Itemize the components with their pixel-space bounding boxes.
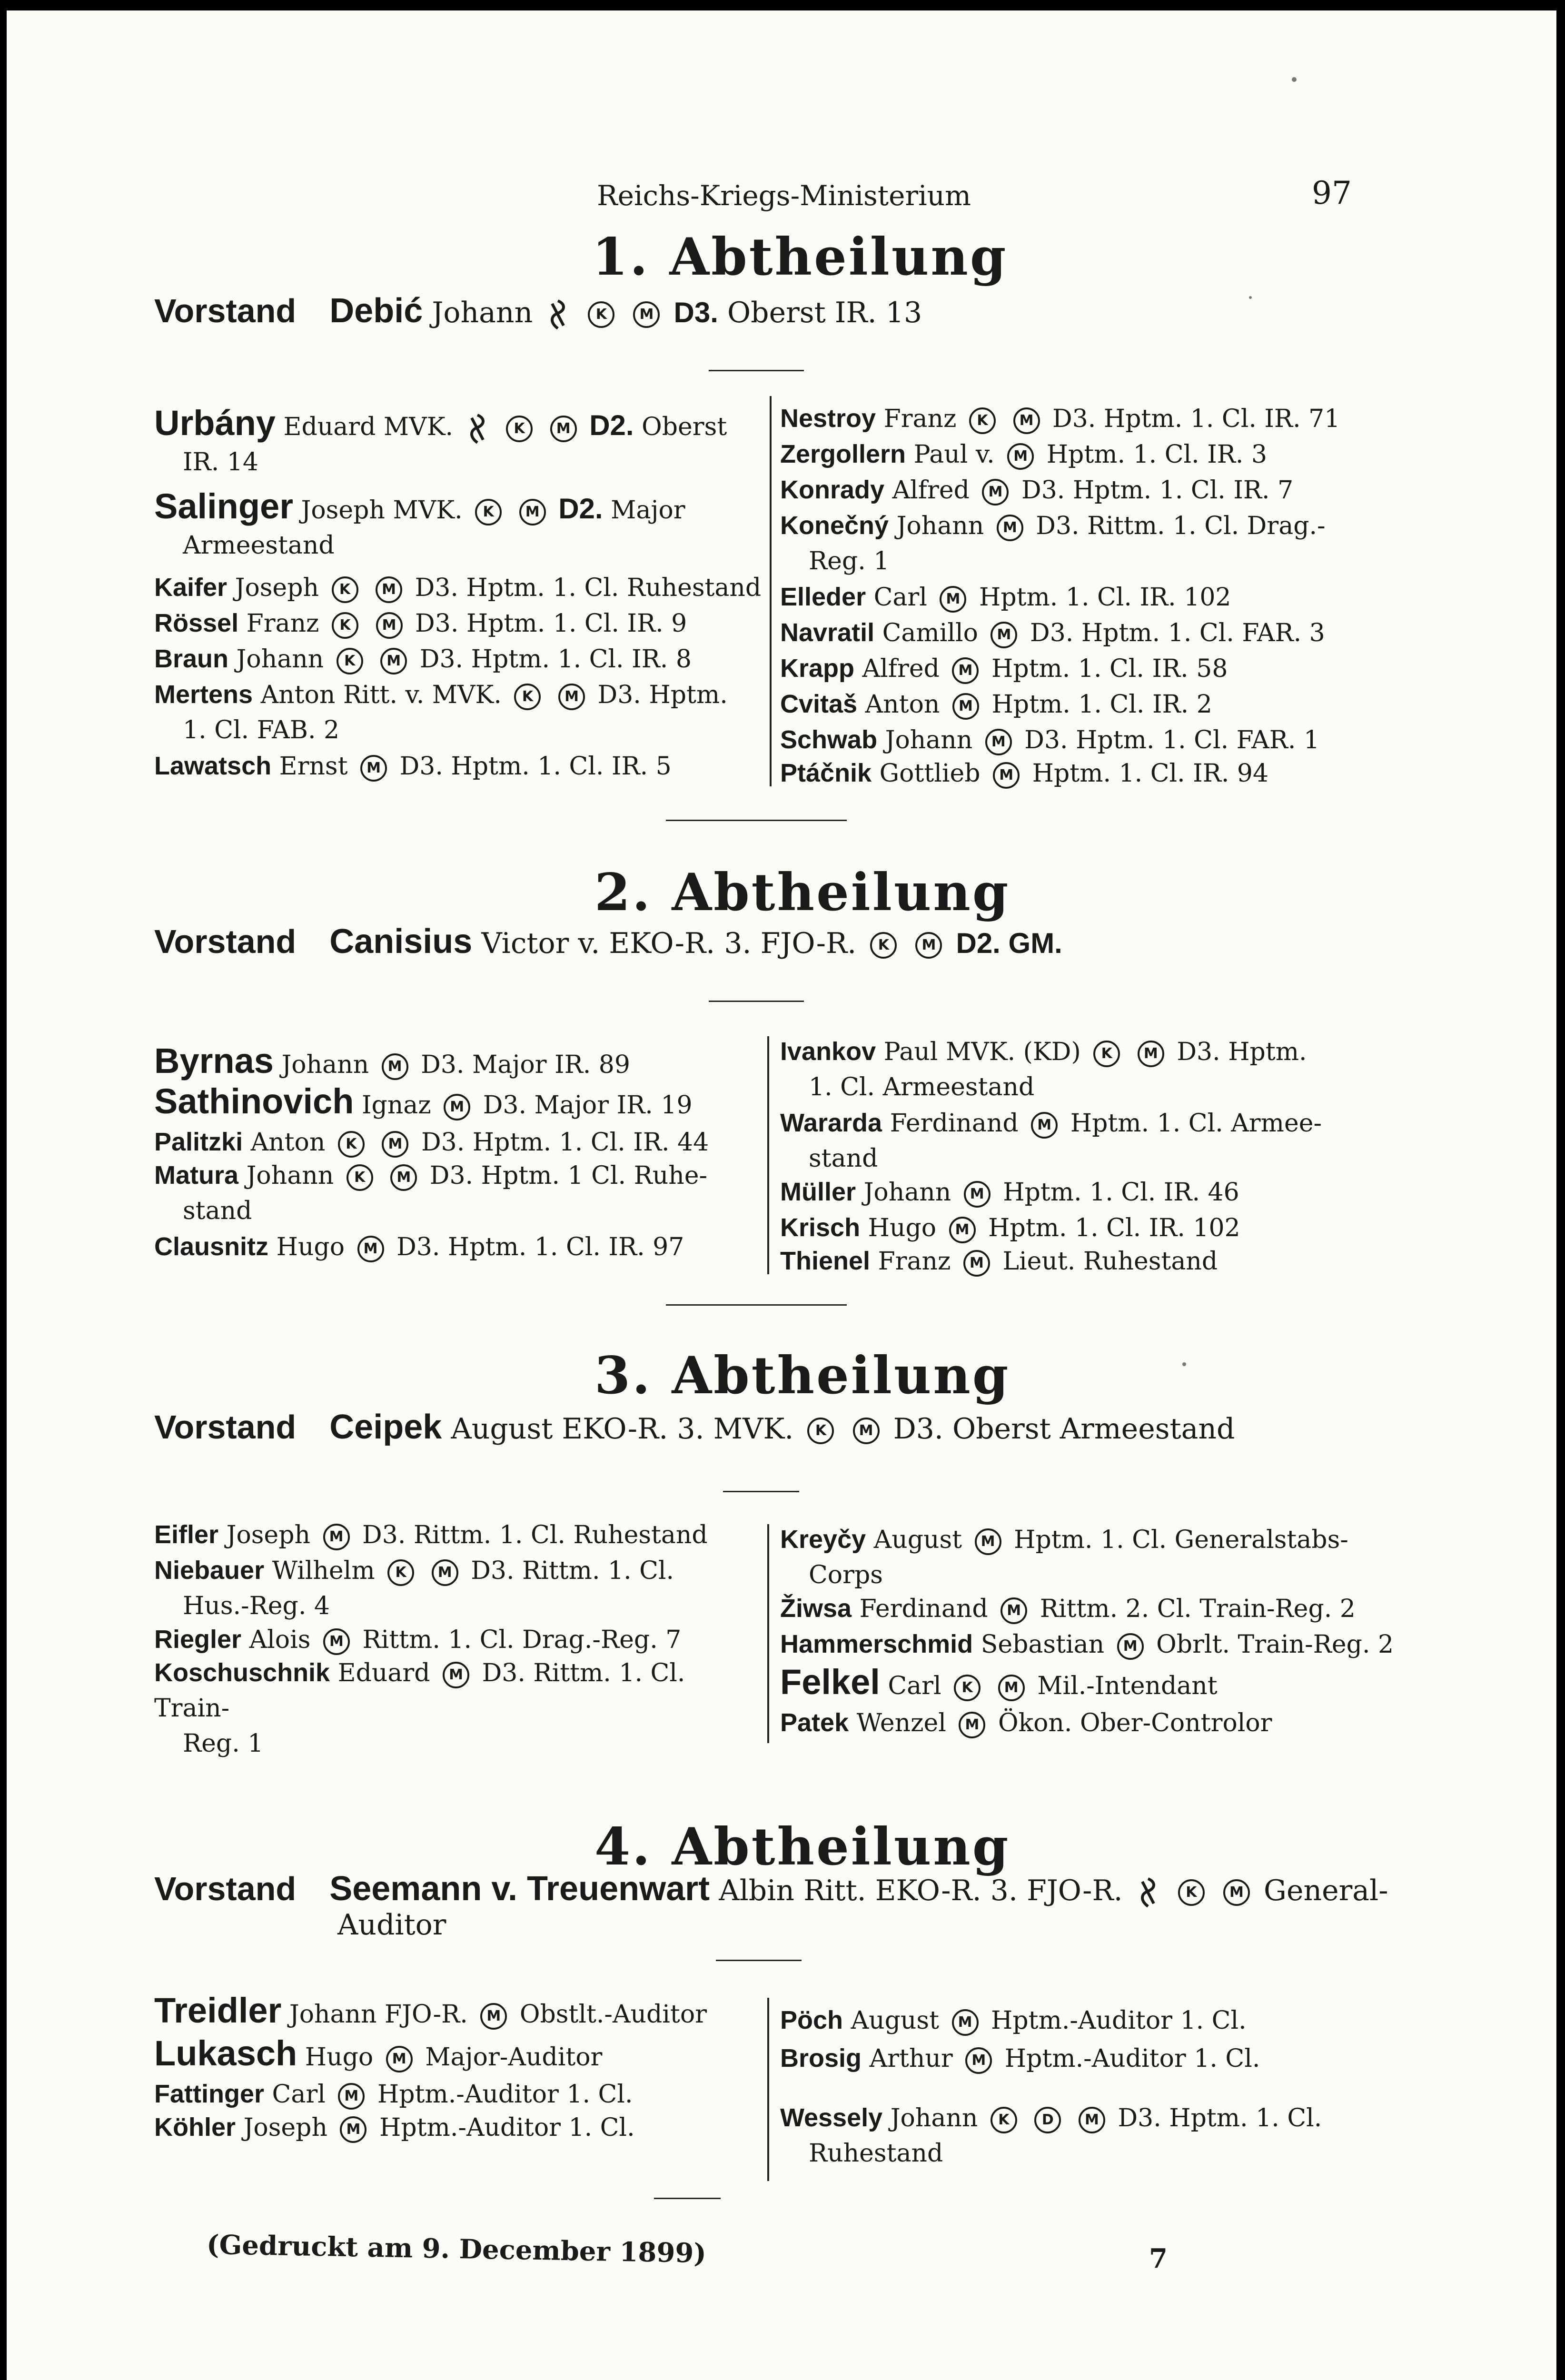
m-circle-icon: M [1117, 1633, 1144, 1660]
vorstand-label: Vorstand [154, 1408, 297, 1446]
m-circle-icon: M [1000, 1597, 1027, 1624]
short-rule [709, 1001, 804, 1002]
decoration-icon [466, 413, 489, 445]
k-circle-icon: K [1093, 1041, 1120, 1067]
list-item: Müller Johann M Hptm. 1. Cl. IR. 46 [780, 1178, 1239, 1207]
list-item: Krapp Alfred M Hptm. 1. Cl. IR. 58 [780, 654, 1228, 683]
m-circle-icon: M [382, 1053, 408, 1080]
m-circle-icon: M [340, 2116, 366, 2143]
list-item: Palitzki Anton K M D3. Hptm. 1. Cl. IR. 44 [154, 1128, 709, 1157]
m-circle-icon: M [338, 2083, 365, 2110]
m-circle-icon: M [853, 1418, 880, 1444]
list-item: Lukasch Hugo M Major-Auditor [154, 2033, 603, 2073]
list-item: Ivankov Paul MVK. (KD) K M D3. Hptm. 1. Cl. Armeestand [780, 1037, 1307, 1101]
section-head [154, 922, 1062, 961]
m-circle-icon: M [376, 576, 402, 603]
list-item: Kaifer Joseph K M D3. Hptm. 1. Cl. Ruhestand [154, 573, 762, 602]
decoration-icon [1137, 1877, 1159, 1908]
list-item: Fattinger Carl M Hptm.-Auditor 1. Cl. [154, 2080, 633, 2109]
list-item: Navratil Camillo M D3. Hptm. 1. Cl. FAR. 3 [780, 618, 1325, 647]
m-circle-icon: M [982, 479, 1009, 506]
head-first-name: August EKO-R. 3. MVK. [451, 1412, 794, 1446]
m-circle-icon: M [1223, 1879, 1250, 1906]
head-rank: D3. [674, 297, 718, 328]
list-item: Felkel Carl K M Mil.-Intendant [780, 1662, 1218, 1702]
scan-speck [1182, 1362, 1186, 1366]
k-circle-icon: K [475, 499, 502, 526]
list-item: Niebauer Wilhelm K M D3. Rittm. 1. Cl. Hus.-Reg. 4 [154, 1556, 674, 1620]
m-circle-icon: M [991, 622, 1017, 648]
vorstand-label: Vorstand [154, 1870, 297, 1907]
m-circle-icon: M [952, 693, 979, 720]
k-circle-icon: K [514, 684, 541, 710]
k-circle-icon: K [337, 648, 363, 674]
list-item: Schwab Johann M D3. Hptm. 1. Cl. FAR. 1 [780, 725, 1320, 754]
list-item: Thienel Franz M Lieut. Ruhestand [780, 1247, 1218, 1276]
m-circle-icon: M [997, 515, 1023, 541]
column-divider [767, 1998, 769, 2181]
head-first-name: Victor v. EKO-R. 3. FJO-R. [481, 927, 857, 960]
column-divider [767, 1524, 769, 1743]
k-circle-icon: K [588, 301, 614, 328]
short-rule [654, 2198, 721, 2199]
page-number: 97 [1312, 175, 1352, 211]
section-head [154, 1869, 1416, 1942]
column-divider [770, 396, 772, 786]
list-item: Rössel Franz K M D3. Hptm. 1. Cl. IR. 9 [154, 609, 687, 638]
head-rank: D2. GM. [956, 927, 1062, 959]
list-item: Wararda Ferdinand M Hptm. 1. Cl. Armee- stand [780, 1109, 1322, 1173]
k-circle-icon: K [332, 576, 358, 603]
head-name: Canisius [329, 922, 473, 961]
k-circle-icon: K [332, 612, 358, 639]
list-item: Clausnitz Hugo M D3. Hptm. 1. Cl. IR. 97 [154, 1232, 684, 1261]
running-header: Reichs-Kriegs-Ministerium [597, 179, 971, 212]
k-circle-icon: K [347, 1164, 373, 1191]
k-circle-icon: K [338, 1131, 365, 1158]
m-circle-icon: M [323, 1628, 350, 1655]
head-rank: Oberst IR. 13 [727, 296, 922, 329]
list-item: Byrnas Johann M D3. Major IR. 89 [154, 1041, 630, 1081]
list-item: Krisch Hugo M Hptm. 1. Cl. IR. 102 [780, 1213, 1240, 1242]
list-item: Eifler Joseph M D3. Rittm. 1. Cl. Ruhestand [154, 1520, 708, 1549]
m-circle-icon: M [915, 932, 942, 959]
k-circle-icon: K [387, 1559, 414, 1586]
sheet-number: 7 [1149, 2243, 1168, 2274]
list-item: Köhler Joseph M Hptm.-Auditor 1. Cl. [154, 2113, 635, 2142]
list-item: Kreyčy August M Hptm. 1. Cl. Generalstabs- Corps [780, 1525, 1348, 1589]
head-first-name: Johann [432, 296, 533, 329]
list-item: Wessely Johann K D M D3. Hptm. 1. Cl. Ruhestand [780, 2103, 1322, 2168]
m-circle-icon: M [940, 586, 966, 613]
section-rule [666, 820, 847, 821]
short-rule [723, 1491, 799, 1492]
m-circle-icon: M [380, 648, 407, 674]
m-circle-icon: M [949, 1217, 976, 1243]
m-circle-icon: M [357, 1236, 384, 1262]
head-first-name: Albin Ritt. EKO-R. 3. FJO-R. [719, 1874, 1123, 1907]
k-circle-icon: K [1178, 1879, 1205, 1906]
section-rule [666, 1304, 847, 1306]
list-item: Konrady Alfred M D3. Hptm. 1. Cl. IR. 7 [780, 476, 1294, 505]
m-circle-icon: M [975, 1528, 1001, 1555]
m-circle-icon: M [443, 1662, 469, 1688]
column-divider [767, 1036, 769, 1274]
list-item: Ptáčnik Gottlieb M Hptm. 1. Cl. IR. 94 [780, 759, 1269, 788]
m-circle-icon: M [376, 612, 403, 639]
list-item: Zergollern Paul v. M Hptm. 1. Cl. IR. 3 [780, 440, 1268, 469]
list-item: Konečný Johann M D3. Rittm. 1. Cl. Drag.- Reg. 1 [780, 511, 1326, 575]
scan-speck [1292, 77, 1297, 82]
section-head [154, 1408, 1235, 1447]
print-date: (Gedruckt am 9. December 1899) [206, 2229, 707, 2270]
section-title: 1. Abtheilung [592, 227, 1008, 287]
document-page [7, 10, 1556, 2380]
section-title: 4. Abtheilung [594, 1817, 1010, 1877]
list-item: Salinger Joseph MVK. K M D2. Major Armeestand [154, 486, 685, 560]
m-circle-icon: M [382, 1131, 408, 1158]
list-item: Pöch August M Hptm.-Auditor 1. Cl. [780, 2006, 1247, 2035]
k-circle-icon: K [954, 1675, 981, 1701]
list-item: Treidler Johann FJO-R. M Obstlt.-Auditor [154, 1991, 707, 2030]
vorstand-label: Vorstand [154, 923, 297, 960]
m-circle-icon: M [390, 1164, 417, 1191]
k-circle-icon: K [807, 1418, 834, 1444]
list-item: Hammerschmid Sebastian M Obrlt. Train-Reg. 2 [780, 1630, 1394, 1659]
d-circle-icon: D [1034, 2107, 1061, 2133]
list-item: Sathinovich Ignaz M D3. Major IR. 19 [154, 1081, 693, 1121]
m-circle-icon: M [965, 2047, 992, 2074]
m-circle-icon: M [1013, 407, 1040, 434]
m-circle-icon: M [519, 499, 546, 526]
m-circle-icon: M [480, 2003, 507, 2030]
list-item: Lawatsch Ernst M D3. Hptm. 1. Cl. IR. 5 [154, 752, 672, 781]
list-item: Mertens Anton Ritt. v. MVK. K M D3. Hptm. 1. Cl. FAB. 2 [154, 680, 728, 744]
m-circle-icon: M [633, 301, 660, 328]
list-item: Matura Johann K M D3. Hptm. 1 Cl. Ruhe- stand [154, 1161, 708, 1225]
m-circle-icon: M [1138, 1041, 1164, 1067]
head-rank: Auditor [337, 1908, 446, 1942]
vorstand-label: Vorstand [154, 292, 297, 329]
k-circle-icon: K [506, 416, 533, 442]
m-circle-icon: M [952, 2009, 979, 2036]
short-rule [709, 370, 804, 371]
scan-speck [1249, 296, 1252, 299]
m-circle-icon: M [386, 2046, 413, 2073]
list-item: Cvitaš Anton M Hptm. 1. Cl. IR. 2 [780, 690, 1212, 719]
list-item: Žiwsa Ferdinand M Rittm. 2. Cl. Train-Reg. 2 [780, 1594, 1356, 1623]
m-circle-icon: M [964, 1181, 991, 1208]
list-item: Elleder Carl M Hptm. 1. Cl. IR. 102 [780, 583, 1231, 612]
m-circle-icon: M [360, 755, 387, 782]
section-title: 2. Abtheilung [594, 863, 1010, 922]
list-item: Patek Wenzel M Ökon. Ober-Controlor [780, 1708, 1272, 1737]
m-circle-icon: M [558, 684, 585, 710]
head-name: Seemann v. Treuenwart [329, 1870, 710, 1908]
list-item: Urbány Eduard MVK. K M D2. Oberst IR. 14 [154, 403, 727, 476]
short-rule [716, 1960, 802, 1961]
section-head [154, 291, 922, 330]
m-circle-icon: M [432, 1559, 458, 1586]
m-circle-icon: M [993, 762, 1020, 789]
k-circle-icon: K [969, 407, 996, 434]
m-circle-icon: M [1079, 2107, 1105, 2133]
m-circle-icon: M [963, 1250, 990, 1277]
list-item: Nestroy Franz K M D3. Hptm. 1. Cl. IR. 71 [780, 404, 1340, 433]
list-item: Koschuschnik Eduard M D3. Rittm. 1. Cl. Train- Reg. 1 [154, 1658, 685, 1758]
list-item: Brosig Arthur M Hptm.-Auditor 1. Cl. [780, 2044, 1260, 2073]
m-circle-icon: M [550, 416, 577, 442]
head-rank: D3. Oberst Armeestand [893, 1412, 1235, 1446]
m-circle-icon: M [959, 1712, 985, 1738]
head-rank: General- [1264, 1874, 1388, 1907]
section-title: 3. Abtheilung [594, 1346, 1010, 1406]
m-circle-icon: M [323, 1524, 350, 1550]
m-circle-icon: M [444, 1094, 470, 1121]
k-circle-icon: K [870, 932, 897, 959]
m-circle-icon: M [985, 729, 1012, 755]
m-circle-icon: M [1007, 443, 1034, 470]
m-circle-icon: M [1031, 1112, 1058, 1139]
list-item: Braun Johann K M D3. Hptm. 1. Cl. IR. 8 [154, 645, 692, 674]
list-item: Riegler Alois M Rittm. 1. Cl. Drag.-Reg. 7 [154, 1625, 682, 1654]
k-circle-icon: K [991, 2107, 1017, 2133]
m-circle-icon: M [952, 657, 979, 684]
decoration-icon [546, 299, 569, 330]
head-name: Debić [329, 292, 423, 330]
head-name: Ceipek [329, 1408, 442, 1446]
m-circle-icon: M [998, 1675, 1025, 1701]
